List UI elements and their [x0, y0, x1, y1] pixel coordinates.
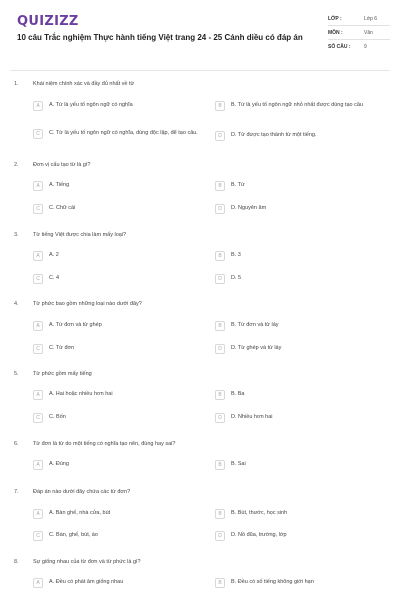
option-c[interactable] [33, 413, 213, 423]
option-letter-box: A [33, 321, 43, 331]
option-text: B. 3 [231, 252, 241, 258]
option-c[interactable] [33, 344, 213, 354]
option-letter-box: C [33, 531, 43, 541]
document-header [0, 0, 400, 66]
option-text: A. Từ là yếu tố ngôn ngữ có nghĩa [49, 102, 133, 108]
option-c[interactable] [33, 204, 213, 214]
option-text: A. Hai hoặc nhiều hơn hai [49, 391, 113, 397]
option-text: C. 4 [49, 275, 60, 281]
option-text: C. Bốn [49, 414, 66, 420]
option-text: D. Nguyên âm [231, 205, 267, 211]
meta-label: LỚP : [328, 15, 342, 22]
option-letter-box: D [215, 413, 225, 423]
question-number: 2. [14, 162, 19, 168]
option-text: B. Ba [231, 391, 245, 397]
option-b[interactable] [215, 390, 395, 400]
question-text: Từ tiếng Việt được chia làm mấy loại? [33, 232, 127, 238]
option-text: B. Từ đơn và từ láy [231, 322, 279, 328]
option-text: D. Từ ghép và từ láy [231, 345, 282, 351]
option-text: A. Tiếng [49, 182, 70, 188]
option-text: B. Đều có số tiếng không giới hạn [231, 579, 314, 585]
option-a[interactable] [33, 321, 213, 331]
meta-value: 9 [364, 44, 367, 50]
option-letter-box: B [215, 321, 225, 331]
option-text: C. Bàn, ghế, bút, áo [49, 532, 98, 538]
option-text: B. Từ [231, 182, 245, 188]
option-letter-box: A [33, 578, 43, 588]
option-letter-box: A [33, 460, 43, 470]
meta-value: Lớp 6 [364, 15, 378, 22]
option-b[interactable] [215, 321, 395, 331]
question-number: 5. [14, 371, 19, 377]
option-letter-box: D [215, 344, 225, 354]
option-a[interactable] [33, 101, 213, 111]
meta-label: MÔN : [328, 29, 343, 36]
question-text: Sự giống nhau của từ đơn và từ phức là gì? [33, 559, 141, 565]
meta-row-subject [328, 26, 390, 40]
option-letter-box: C [33, 344, 43, 354]
option-d[interactable] [215, 531, 395, 541]
question-text: Khái niệm chính xác và đầy đủ nhất về từ [33, 81, 135, 87]
option-a[interactable] [33, 578, 213, 588]
question-text: Đáp án nào dưới đây chứa các từ đơn? [33, 489, 131, 495]
option-letter-box: B [215, 251, 225, 261]
question-text: Từ đơn là từ do một tiếng có nghĩa tạo nên, đúng hay sai? [33, 441, 176, 447]
option-letter-box: B [215, 390, 225, 400]
option-letter-box: D [215, 204, 225, 214]
option-letter-box: C [33, 204, 43, 214]
question-number: 8. [14, 559, 19, 565]
option-d[interactable] [215, 274, 395, 284]
option-a[interactable] [33, 181, 213, 191]
option-letter-box: A [33, 509, 43, 519]
option-text: C. Từ đơn [49, 345, 75, 351]
option-letter-box: D [215, 131, 225, 141]
option-text: A. Từ đơn và từ ghép [49, 322, 102, 328]
option-text: D. Nhiều hơn hai [231, 414, 273, 420]
option-letter-box: A [33, 251, 43, 261]
option-letter-box: C [33, 129, 43, 139]
option-d[interactable] [215, 344, 395, 354]
option-text: A. 2 [49, 252, 59, 258]
option-b[interactable] [215, 181, 395, 191]
question-number: 3. [14, 232, 19, 238]
option-text: B. Từ là yếu tố ngôn ngữ nhỏ nhất được dùng tạo câu [231, 102, 363, 108]
option-b[interactable] [215, 509, 395, 519]
option-letter-box: B [215, 101, 225, 111]
question-number: 4. [14, 301, 19, 307]
question-number: 6. [14, 441, 19, 447]
page-title: 10 câu Trắc nghiệm Thực hành tiếng Việt trang 24 - 25 Cánh diều có đáp án [17, 33, 303, 42]
option-b[interactable] [215, 460, 395, 470]
option-a[interactable] [33, 460, 213, 470]
option-c[interactable] [33, 129, 213, 139]
option-text: A. Bàn ghế, nhà cửa, bút [49, 510, 111, 516]
option-letter-box: A [33, 101, 43, 111]
question-number: 1. [14, 81, 19, 87]
option-letter-box: B [215, 460, 225, 470]
option-d[interactable] [215, 204, 395, 214]
option-letter-box: A [33, 181, 43, 191]
meta-label: SỐ CÂU : [328, 44, 351, 50]
header-divider [10, 70, 390, 71]
option-letter-box: C [33, 274, 43, 284]
option-c[interactable] [33, 531, 213, 541]
option-text: D. Từ được tạo thành từ một tiếng. [231, 132, 317, 138]
meta-value: Văn [364, 29, 373, 36]
option-a[interactable] [33, 390, 213, 400]
quizizz-logo: QUIZIZZ [17, 14, 79, 29]
option-letter-box: C [33, 413, 43, 423]
option-d[interactable] [215, 131, 395, 141]
option-b[interactable] [215, 101, 395, 111]
option-text: C. Chữ cái [49, 205, 76, 211]
option-letter-box: B [215, 509, 225, 519]
question-number: 7. [14, 489, 19, 495]
option-text: D. Nồ đũa, trường, lớp [231, 532, 287, 538]
option-letter-box: D [215, 274, 225, 284]
option-letter-box: B [215, 578, 225, 588]
option-text: C. Từ là yếu tố ngôn ngữ có nghĩa, dùng độc lập, để tạo câu. [49, 130, 198, 136]
option-text: B. Bút, thước, học sinh [231, 510, 288, 516]
option-d[interactable] [215, 413, 395, 423]
option-text: A. Đều có phát âm giống nhau [49, 579, 124, 585]
option-text: A. Đúng [49, 461, 69, 467]
question-text: Từ phức bao gồm những loại nào dưới đây? [33, 301, 142, 307]
option-letter-box: B [215, 181, 225, 191]
option-a[interactable] [33, 251, 213, 261]
meta-row-count [328, 40, 390, 54]
option-b[interactable] [215, 578, 395, 588]
question-text: Từ phức gồm mấy tiếng [33, 371, 92, 377]
option-letter-box: D [215, 531, 225, 541]
option-letter-box: A [33, 390, 43, 400]
option-b[interactable] [215, 251, 395, 261]
meta-row-class [328, 12, 390, 26]
option-text: D. 5 [231, 275, 242, 281]
option-text: B. Sai [231, 461, 246, 467]
meta-table [328, 12, 390, 54]
option-c[interactable] [33, 274, 213, 284]
option-a[interactable] [33, 509, 213, 519]
question-text: Đơn vị cấu tạo từ là gì? [33, 162, 91, 168]
